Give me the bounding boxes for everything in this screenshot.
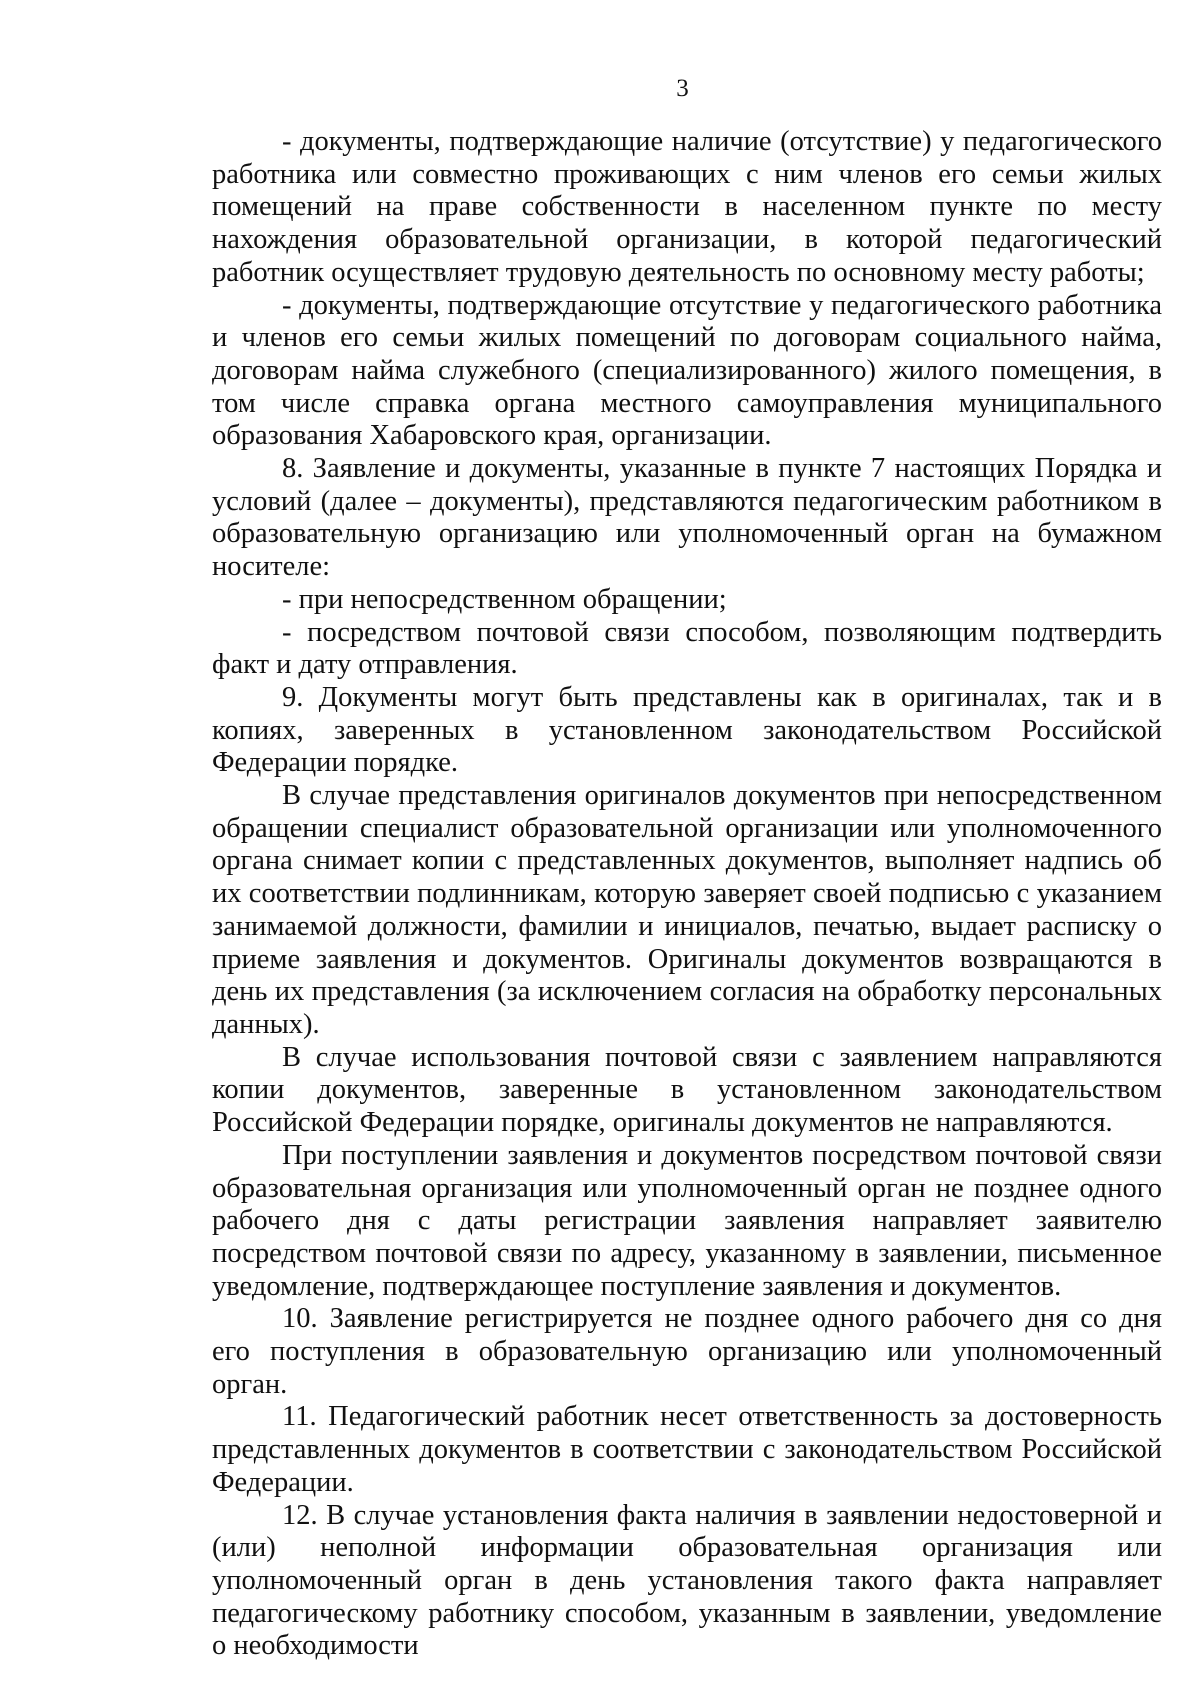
page-number: 3	[676, 75, 689, 102]
paragraph-direct-submission: - при непосредственном обращении;	[282, 583, 727, 615]
document-body	[212, 126, 1162, 1663]
paragraph-postal-notice: При поступлении заявления и документов посредством почтовой связи образовательная организация или уполномоченный орган не позднее одного рабочего дня с даты регистрации заявления направляет заявителю посредством почтовой связи по адресу, указанному в заявлении, письменное уведомление, подтверждающее поступление заявления и документов.	[212, 1139, 1162, 1302]
paragraph-clause-9: 9. Документы могут быть представлены как в оригиналах, так и в копиях, заверенных в установленном законодательством Российской Федерации порядке.	[212, 681, 1162, 779]
paragraph-postal-submission: - посредством почтовой связи способом, позволяющим подтвердить факт и дату отправления.	[212, 616, 1162, 681]
paragraph-clause-12: 12. В случае установления факта наличия в заявлении недостоверной и (или) неполной информации образовательная организация или уполномоченный орган в день установления такого факта направляет педагогическому работнику способом, указанным в заявлении, уведомление о необходимости	[212, 1499, 1162, 1662]
paragraph-docs-ownership: - документы, подтверждающие наличие (отсутствие) у педагогического работника или совместно проживающих с ним членов его семьи жилых помещений на праве собственности в населенном пункте по месту нахождения образовательной организации, в которой педагогический работник осуществляет трудовую деятельность по основному месту работы;	[212, 126, 1162, 288]
paragraph-clause-11: 11. Педагогический работник несет ответственность за достоверность представленных документов в соответствии с законодательством Российской Федерации.	[212, 1401, 1162, 1498]
paragraph-originals: В случае представления оригиналов документов при непосредственном обращении специалист образовательной организации или уполномоченного органа снимает копии с представленных документов, выполняет надпись об их соответствии подлинникам, которую заверяет своей подписью с указанием занимаемой должности, фамилии и инициалов, печатью, выдает расписку о приеме заявления и документов. Оригиналы документов возвращаются в день их представления (за исключением согласия на обработку персональных данных).	[212, 780, 1162, 1040]
paragraph-postal-copies: В случае использования почтовой связи с заявлением направляются копии документов, заверенные в установленном законодательством Российской Федерации порядке, оригиналы документов не направляются.	[212, 1041, 1162, 1139]
paragraph-docs-social-lease: - документы, подтверждающие отсутствие у педагогического работника и членов его семьи жилых помещений по договорам социального найма, договорам найма служебного (специализированного) жилого помещения, в том числе справка органа местного самоуправления муниципального образования Хабаровского края, организации.	[212, 289, 1162, 452]
paragraph-clause-8: 8. Заявление и документы, указанные в пункте 7 настоящих Порядка и условий (далее – документы), представляются педагогическим работником в образовательную организацию или уполномоченный орган на бумажном носителе:	[212, 453, 1162, 583]
paragraph-clause-10: 10. Заявление регистрируется не позднее одного рабочего дня со дня его поступления в образовательную организацию или уполномоченный орган.	[212, 1303, 1162, 1400]
